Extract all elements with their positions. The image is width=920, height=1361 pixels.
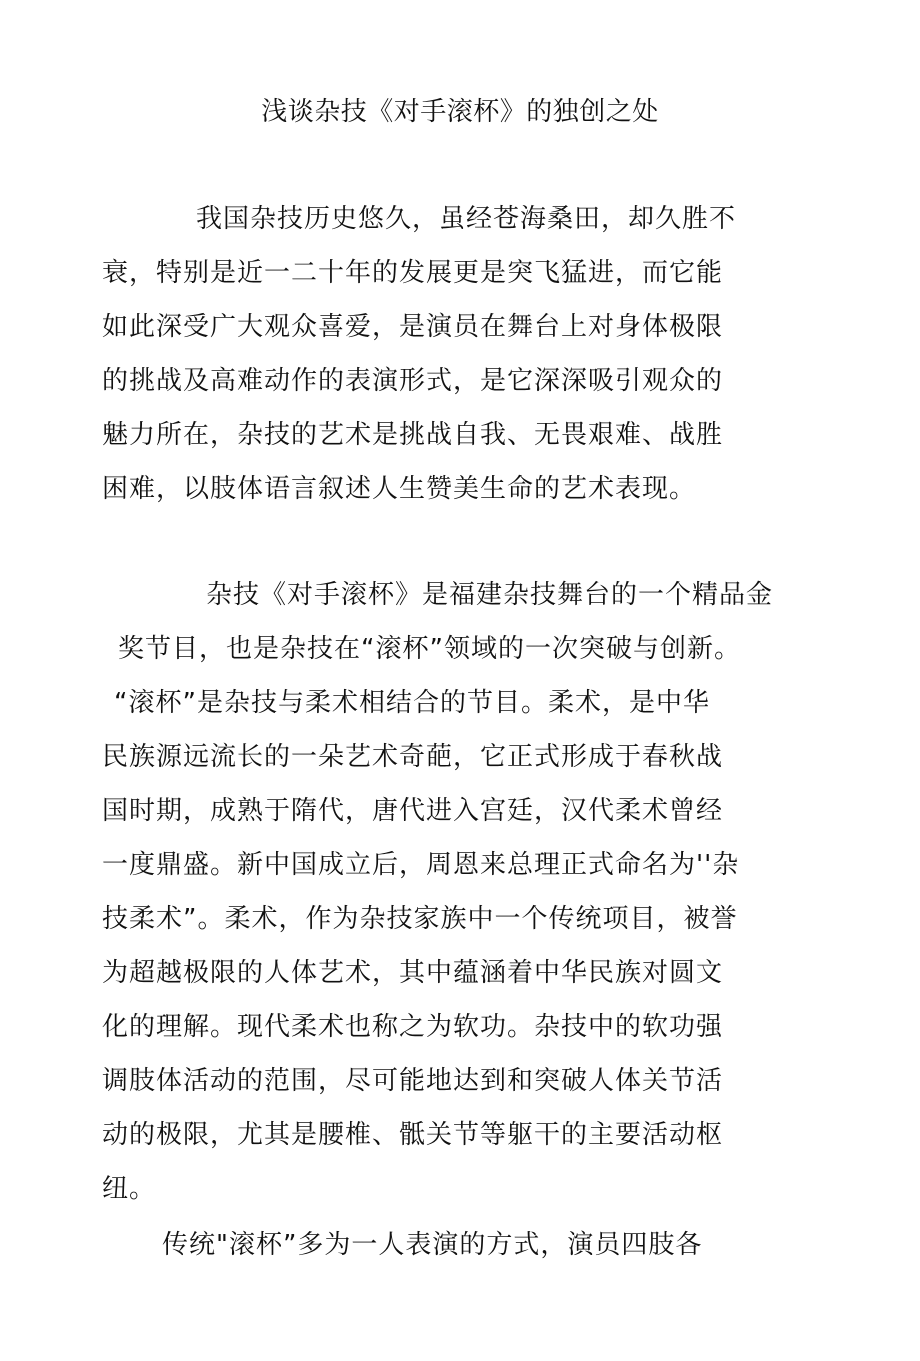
text-line: 的挑战及高难动作的表演形式，是它深深吸引观众的 — [102, 366, 724, 396]
text-line: 魅力所在，杂技的艺术是挑战自我、无畏艰难、战胜 — [102, 420, 724, 450]
text-line: 化的理解。现代柔术也称之为软功。杂技中的软功强 — [102, 1012, 724, 1042]
paragraph-1 — [102, 192, 736, 516]
text-line: 杂技《对手滚杯》是福建杂技舞台的一个精品金 — [206, 580, 774, 610]
text-line: 民族源远流长的一朵艺术奇葩，它正式形成于春秋战 — [102, 742, 724, 772]
text-line: 衰，特别是近一二十年的发展更是突飞猛进，而它能 — [102, 258, 724, 288]
document-title: 浅谈杂技《对手滚杯》的独创之处 — [261, 97, 659, 127]
text-line: 如此深受广大观众喜爱，是演员在舞台上对身体极限 — [102, 312, 724, 342]
text-line: 国时期，成熟于隋代，唐代进入宫廷，汉代柔术曾经 — [102, 796, 724, 826]
text-line: 动的极限，尤其是腰椎、骶关节等躯干的主要活动枢 — [102, 1120, 724, 1150]
text-line: 调肢体活动的范围，尽可能地达到和突破人体关节活 — [102, 1066, 724, 1096]
paragraph-2 — [102, 568, 773, 1216]
text-line: 一度鼎盛。新中国成立后，周恩来总理正式命名为''杂 — [102, 850, 740, 880]
text-line: 困难，以肢体语言叙述人生赞美生命的艺术表现。 — [102, 474, 697, 504]
text-line: 奖节目，也是杂技在“滚杯”领域的一次突破与创新。 — [118, 634, 741, 664]
text-line: 纽。 — [102, 1174, 157, 1204]
text-line: “滚杯”是杂技与柔术相结合的节目。柔术，是中华 — [114, 688, 710, 718]
text-line: 我国杂技历史悠久，虽经苍海桑田，却久胜不 — [196, 204, 737, 234]
paragraph-3 — [102, 1218, 702, 1272]
text-line: 技柔术”。柔术，作为杂技家族中一个传统项目，被誉 — [102, 904, 738, 934]
text-line: 为超越极限的人体艺术，其中蕴涵着中华民族对圆文 — [102, 958, 724, 988]
text-line: 传统"滚杯”多为一人表演的方式，演员四肢各 — [162, 1230, 703, 1260]
